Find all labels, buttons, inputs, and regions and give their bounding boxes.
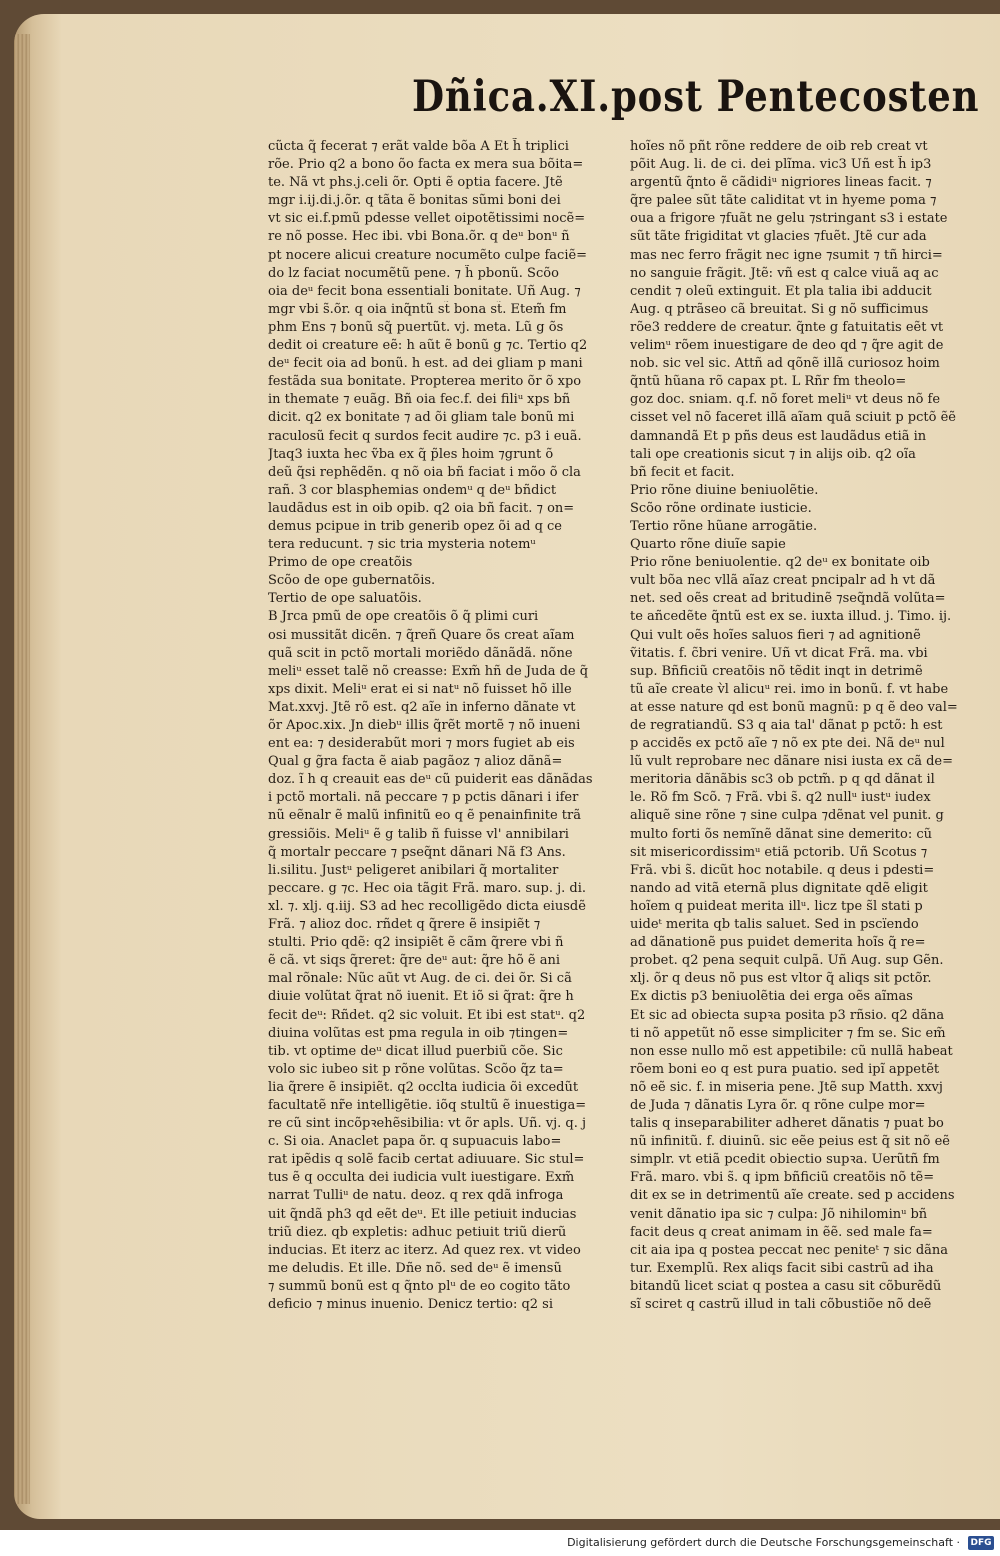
text-line: facultatẽ nr̃e intelligẽtie. iõq stultũ ẽ inuestiga= — [268, 1097, 587, 1113]
text-line: Qual g g̃ra facta ẽ aiab pagãoz ⁊ alioz dãnã= — [268, 754, 563, 770]
text-line: cũcta q̃ fecerat ⁊ erãt valde bõa A Et h̃ triplici — [268, 139, 569, 154]
text-line: rõem boni eo q est pura puatio. sed ipĩ appetẽt — [630, 1061, 940, 1077]
text-line: sũt tãte frigiditat vt glacies ⁊fuẽt. Jtẽ cur ada — [630, 229, 927, 245]
text-line: do lz faciat nocumẽtũ pene. ⁊ h̃ pbonũ. Scõo — [268, 265, 559, 281]
text-line: rañ. 3 cor blasphemias ondemᵘ q deᵘ bñdict — [268, 482, 557, 498]
text-line: net. sed oẽs creat ad britudinẽ ⁊seq̃ndã volũta= — [630, 591, 946, 607]
text-line: tur. Exemplũ. Rex aliqs facit sibi castrũ ad iha — [630, 1260, 934, 1276]
text-line: tus ẽ q occulta dei iudicia vult iuestigare. Exm̃ — [268, 1170, 575, 1186]
text-line: Frã. vbi s̃. dicũt hoc notabile. q deus i pdesti= — [630, 862, 935, 878]
text-line: vt sic ei.f.pmũ pdesse vellet oipotẽtissimi nocẽ= — [268, 211, 586, 227]
text-line: demus pcipue in trib generib opez õi ad q ce — [268, 518, 562, 534]
text-line: fecit deᵘ: Rñdet. q2 sic voluit. Et ibi est statᵘ. q2 — [268, 1007, 586, 1023]
text-line: bitandũ licet sciat q postea a casu sit cõburẽdũ — [630, 1278, 942, 1294]
text-line: ent ea: ⁊ desiderabũt mori ⁊ mors fugiet ab eis — [268, 736, 575, 752]
text-line: goz doc. sniam. q.f. nõ foret meliᵘ vt deus nõ fe — [630, 392, 941, 408]
text-line: no sanguie frãgit. Jtẽ: vñ est q calce viuã aq ac — [630, 265, 939, 281]
text-line: dedit oi creature eẽ: h aũt ẽ bonũ g ⁊c. Tertio q2 — [268, 338, 588, 354]
text-line: c. Si oia. Anaclet papa õr. q supuacuis labo= — [268, 1134, 562, 1150]
text-line: meliᵘ esset talẽ nõ creasse: Exm̃ hñ de Juda de q̃ — [268, 663, 589, 679]
text-line: argentũ q̃nto ẽ cãdidiᵘ nigriores lineas facit. ⁊ — [630, 175, 932, 191]
text-line: q̃re palee sũt tãte caliditat vt in hyeme poma ⁊ — [630, 193, 937, 209]
text-line: phm Ens ⁊ bonũ sq̃ puertũt. vj. meta. Lũ g õs — [268, 319, 564, 335]
page-header: Dñica.XI.post Pentecosten — [412, 72, 980, 122]
text-line: Tertio de ope saluatõis. — [268, 591, 422, 607]
text-line: Qui vult oẽs hoĩes saluos fieri ⁊ ad agnitionẽ — [630, 627, 921, 643]
text-line: narrat Tulliᵘ de natu. deoz. q rex qdã infroga — [268, 1188, 564, 1204]
text-line: oia deᵘ fecit bona essentiali bonitate. Uñ Aug. ⁊ — [268, 283, 581, 299]
text-line: li.silitu. Justᵘ peligeret anibilari q̃ mortaliter — [268, 862, 559, 878]
text-line: Primo de ope creatõis — [268, 555, 413, 571]
text-line: bñ fecit et facit. — [630, 464, 735, 480]
text-line: de Juda ⁊ dãnatis Lyra õr. q rõne culpe mor= — [630, 1097, 926, 1113]
text-line: nũ eẽnalr ẽ malũ infinitũ eo q ẽ penainfinite trã — [268, 808, 581, 824]
text-line: de regratiandũ. S3 q aia tal' dãnat p pctõ: h est — [630, 718, 943, 733]
text-line: te añcedẽte q̃ntũ est ex se. iuxta illud. j. Timo. ij. — [630, 609, 952, 625]
text-line: talis q inseparabiliter adheret dãnatis ⁊ puat bo — [630, 1116, 944, 1132]
text-line: nũ infinitũ. f. diuinũ. sic eẽe peius est q̃ sit nõ eẽ — [630, 1134, 950, 1150]
text-line: q̃ mortalr peccare ⁊ pseq̃nt dãnari Nã f3 Ans. — [268, 844, 566, 860]
text-line: rat ipẽdis q solẽ facib certat adiuuare. Sic stul= — [268, 1152, 585, 1168]
text-line: in themate ⁊ euãg. Bñ oia fec.f. dei filiᵘ xps bñ — [268, 392, 571, 408]
text-line: Prio rõne beniuolentie. q2 deᵘ ex bonitate oib — [630, 555, 930, 571]
text-line: re cũ sint incõpꝛehẽsibilia: vt õr apls. Uñ. vj. q. j — [268, 1116, 587, 1132]
text-line: B Jrca pmũ de ope creatõis õ q̃ plimi curi — [268, 609, 539, 625]
text-line: deficio ⁊ minus inuenio. Denicz tertio: q2 si — [268, 1297, 554, 1312]
text-line: re nõ posse. Hec ibi. vbi Bona.õr. q deᵘ bonᵘ ñ — [268, 229, 570, 245]
text-line: Tertio rõne hũane arrogãtie. — [630, 518, 818, 534]
text-line: inducias. Et iterz ac iterz. Ad quez rex. vt video — [268, 1242, 581, 1258]
text-line: laudãdus est in oib opib. q2 oia bñ facit. ⁊ on= — [268, 500, 575, 516]
text-line: triũ diez. qb expletis: adhuc petiuit triũ dierũ — [268, 1224, 567, 1240]
text-line: mgr i.ij.di.j.õr. q tãta ẽ bonitas sũmi boni dei — [268, 193, 561, 209]
text-line: tera reducunt. ⁊ sic tria mysteria notemᵘ — [268, 537, 536, 553]
text-line: ad dãnationẽ pus puidet demerita hoĩs q̃ re= — [630, 935, 926, 951]
text-line: diuie volũtat q̃rat nõ iuenit. Et iõ si q̃rat: q̃re h — [268, 989, 574, 1005]
text-line: cendit ⁊ oleũ extinguit. Et pla talia ibi adducit — [630, 283, 932, 299]
text-line: deᵘ fecit oia ad bonũ. h est. ad dei gliam p mani — [268, 356, 583, 372]
text-line: damnandã Et p pñs deus est laudãdus etiã in — [630, 428, 927, 444]
left-text-column — [268, 138, 604, 1314]
text-line: quã scit in pctõ mortali moriẽdo dãnãdã. nõne — [268, 645, 573, 661]
text-line: multo forti õs nemĩnẽ dãnat sine demerito: cũ — [630, 826, 932, 842]
text-line: probet. q2 pena sequit culpã. Uñ Aug. sup Gẽn. — [630, 953, 944, 969]
text-line: uit q̃ndã ph3 qd eẽt deᵘ. Et ille petiuit inducias — [268, 1206, 577, 1222]
text-line: Scõo de ope gubernatõis. — [268, 573, 436, 589]
text-line: nando ad vitã eternã plus dignitate qdẽ eligit — [630, 880, 928, 896]
text-line: ti nõ appetũt nõ esse simpliciter ⁊ fm se. Sic em̃ — [630, 1025, 946, 1041]
text-line: Scõo rõne ordinate iusticie. — [630, 500, 812, 516]
text-line: cit aia ipa q postea peccat nec peniteᵗ ⁊ sic dãna — [630, 1242, 949, 1258]
text-line: pt nocere alicui creature nocumẽto culpe faciẽ= — [268, 247, 588, 263]
text-line: Ex dictis p3 beniuolẽtia dei erga oẽs aĩmas — [630, 989, 913, 1005]
text-line: Frã. maro. vbi s̃. q ipm bñficiũ creatõis nõ tẽ= — [630, 1170, 935, 1186]
text-line: Frã. ⁊ alioz doc. rñdet q q̃rere ẽ insipiẽt ⁊ — [268, 917, 541, 933]
text-line: p accidẽs ex pctõ aĩe ⁊ nõ ex pte dei. Nã deᵘ nul — [630, 736, 945, 752]
text-line: dit ex se in detrimentũ aĩe create. sed p accidens — [630, 1188, 955, 1204]
digitization-credit: Digitalisierung gefördert durch die Deutsche Forschungsgemeinschaft · — [567, 1536, 960, 1549]
text-line: Prio rõne diuine beniuolẽtie. — [630, 482, 819, 498]
text-line: lia q̃rere ẽ insipiẽt. q2 occlta iudicia õi excedũt — [268, 1079, 579, 1095]
text-line: at esse nature qd est bonũ magnũ: p q ẽ deo val= — [630, 699, 958, 715]
text-line: ṽitatis. f. c̃bri venire. Uñ vt dicat Frã. ma. vbi — [630, 645, 928, 661]
text-line: peccare. g ⁊c. Hec oia tãgit Frã. maro. sup. j. di. — [268, 880, 587, 896]
text-line: nõ eẽ sic. f. in miseria pene. Jtẽ sup Matth. xxvj — [630, 1079, 943, 1095]
text-line: tũ aĩe create v̀l alicuᵘ rei. imo in bonũ. f. vt habe — [630, 681, 949, 697]
text-line: raculosũ fecit q surdos fecit audire ⁊c. p3 i euã. — [268, 428, 582, 444]
text-line: stulti. Prio qdẽ: q2 insipiẽt ẽ cãm q̃rere vbi ñ — [268, 935, 564, 951]
text-line: ẽ cã. vt siqs q̃reret: q̃re deᵘ aut: q̃re hõ ẽ ani — [268, 953, 561, 969]
text-line: aliquẽ sine rõne ⁊ sine culpa ⁊dẽnat vel punit. g — [630, 808, 944, 824]
text-line: me deludis. Et ille. Dñe nõ. sed deᵘ ẽ imensũ — [268, 1260, 562, 1276]
page-edge — [14, 34, 30, 1504]
text-line: põit Aug. li. de ci. dei plĩma. vic3 Uñ est h̃ ip3 — [630, 157, 932, 173]
text-line: oua a frigore ⁊fuãt ne gelu ⁊stringant s3 i estate — [630, 211, 948, 227]
text-line: osi mussitãt dicẽn. ⁊ q̃reñ Quare õs creat aĩam — [268, 627, 575, 643]
text-line: Mat.xxvj. Jtẽ rõ est. q2 aĩe in inferno dãnate vt — [268, 699, 576, 715]
text-line: tib. vt optime deᵘ dicat illud puerbiũ cõe. Sic — [268, 1043, 563, 1059]
text-line: sit misericordissimᵘ etiã pctorib. Uñ Scotus ⁊ — [630, 844, 928, 860]
text-line: venit dãnatio ipa sic ⁊ culpa: Jõ nihilominᵘ bñ — [630, 1206, 928, 1222]
text-line: xps dixit. Meliᵘ erat ei si natᵘ nõ fuisset hõ ille — [268, 681, 572, 697]
text-line: festãda sua bonitate. Propterea merito õr õ xpo — [268, 374, 582, 390]
text-line: ⁊ summũ bonũ est q q̃nto plᵘ de eo cogito tãto — [268, 1278, 571, 1294]
text-line: uideᵗ merita qb talis saluet. Sed in pscïendo — [630, 917, 919, 933]
text-line: õr Apoc.xix. Jn diebᵘ illis q̃rẽt mortẽ ⁊ nõ inueni — [268, 718, 581, 733]
text-line: deũ q̃si rephẽdẽn. q nõ oia bñ faciat i mõo õ cla — [268, 464, 581, 480]
text-line: le. Rõ fm Scõ. ⁊ Frã. vbi s̃. q2 nullᵘ iustᵘ iudex — [630, 790, 931, 806]
dfg-logo: DFG — [968, 1536, 994, 1550]
text-line: sĩ sciret q castrũ illud in tali cõbustiõe nõ deẽ — [630, 1297, 932, 1312]
text-line: cisset vel nõ faceret illã aĩam quã sciuit p pctõ ẽẽ — [630, 410, 956, 426]
text-line: lũ vult reprobare nec dãnare nisi iusta ex cã de= — [630, 754, 954, 770]
text-line: i pctõ mortali. nã peccare ⁊ p pctis dãnari i ifer — [268, 790, 579, 806]
text-line: te. Nã vt phs.j.celi õr. Opti ẽ optia facere. Jtẽ — [268, 175, 563, 191]
text-line: meritoria dãnãbis sc3 ob pctm̃. p q qd dãnat il — [630, 772, 935, 788]
text-line: Jtaq3 iuxta hec ṽba ex q̃ p̃les hoim ⁊grunt õ — [268, 446, 554, 462]
text-line: gressiõis. Meliᵘ ẽ g talib ñ fuisse vl' annibilari — [268, 826, 569, 842]
text-line: facit deus q creat animam in ẽẽ. sed male fa= — [630, 1224, 933, 1240]
text-line: xlj. õr q deus nõ pus est vltor q̃ aliqs sit pctõr. — [630, 971, 932, 987]
text-line: rõe3 reddere de creatur. q̃nte g fatuitatis eẽt vt — [630, 319, 944, 335]
text-line: hoĩem q puideat merita illᵘ. licz tpe s̃l stati p — [630, 898, 923, 914]
text-line: rõe. Prio q2 a bono õo facta ex mera sua bõita= — [268, 157, 584, 173]
text-line: q̃ntũ hũana rõ capax pt. L Rñr fm theolo= — [630, 374, 907, 390]
text-line: mas nec ferro frãgit nec igne ⁊sumit ⁊ tñ hirci= — [630, 247, 943, 263]
text-line: velimᵘ rõem inuestigare de deo qd ⁊ q̃re agit de — [630, 338, 944, 354]
text-line: volo sic iubeo sit p rõne volũtas. Scõo q̃z ta= — [268, 1061, 564, 1077]
text-line: dicit. q2 ex bonitate ⁊ ad õi gliam tale bonũ mi — [268, 410, 575, 426]
text-line: vult bõa nec vllã aĩaz creat pncipalr ad h vt dã — [630, 573, 936, 589]
text-line: mal rõnale: Nũc aũt vt Aug. de ci. dei õr. Si cã — [268, 971, 572, 987]
text-line: Et sic ad obiecta supꝛa posita p3 rñsio. q2 dãna — [630, 1007, 945, 1023]
text-line: sup. Bñficiũ creatõis nõ tẽdit inqt in detrimẽ — [630, 663, 923, 679]
text-line: tali ope creationis sicut ⁊ in alijs oib. q2 oĩa — [630, 446, 916, 462]
footer-bar — [0, 1530, 1000, 1556]
text-line: Quarto rõne diuĩe sapie — [630, 537, 786, 553]
text-line: hoĩes nõ pñt rõne reddere de oib reb creat vt — [630, 139, 928, 154]
text-line: Aug. q ptrãseo cã breuitat. Si g nõ sufficimus — [630, 301, 929, 317]
right-text-column — [630, 138, 966, 1314]
text-line: simplr. vt etiã pcedit obiectio supꝛa. Uerũtñ fm — [630, 1152, 940, 1168]
text-line: non esse nullo mõ est appetibile: cũ nullã habeat — [630, 1043, 953, 1059]
text-line: nob. sic vel sic. Attñ ad qõnẽ illã curiosoz hoim — [630, 356, 940, 372]
text-line: doz. ĩ h q creauit eas deᵘ cũ puiderit eas dãnãdas — [268, 772, 593, 788]
text-line: mgr vbi s̃.õr. q oia inq̃ntũ st̃ bona st̃. Etem̃ fm — [268, 301, 567, 317]
text-line: diuina volũtas est pma regula in oib ⁊tingen= — [268, 1025, 569, 1041]
text-line: xl. ⁊. xlj. q.iij. S3 ad hec recolligẽdo dicta eiusdẽ — [268, 898, 586, 914]
